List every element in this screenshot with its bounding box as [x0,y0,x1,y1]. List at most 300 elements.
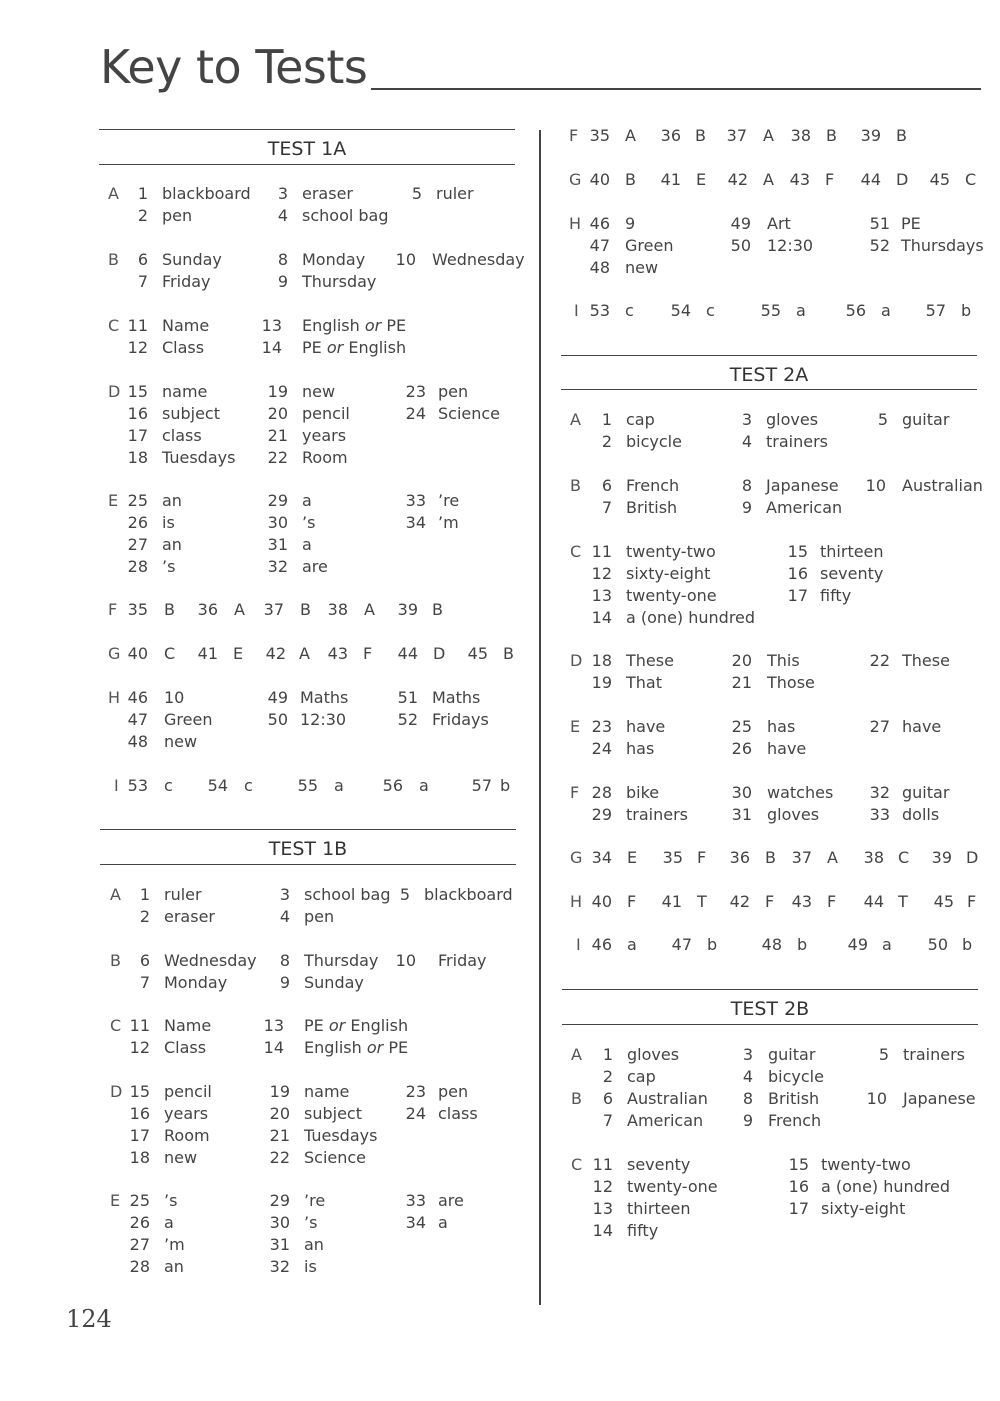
answer: a [164,1213,174,1232]
answer: a [302,535,312,554]
section-letter: I [574,301,579,320]
answer-part: English [302,316,360,335]
answer-row [560,213,980,235]
answer-row [100,775,520,797]
answer: blackboard [424,885,513,904]
answer: B [695,126,706,145]
answer: bicycle [626,432,682,451]
answer: pen [438,1082,469,1101]
answer-row [100,512,520,534]
answer: fifty [627,1221,659,1240]
answer: c [244,776,253,795]
answer: A [827,848,838,867]
item-number: 48 [127,732,148,751]
item-number: 50 [927,935,948,954]
answer: Thursdays [901,236,984,255]
answer: B [826,126,837,145]
section-letter: B [571,1089,582,1108]
item-number: 27 [127,535,148,554]
item-number: 9 [279,973,290,992]
answer: guitar [902,783,950,802]
item-number: 14 [591,608,612,627]
answer: That [626,673,662,692]
item-number: 54 [207,776,228,795]
answer: are [438,1191,464,1210]
item-number: 6 [137,250,148,269]
item-number: 16 [129,1104,150,1123]
answer-row [563,1110,983,1132]
section-letter: C [570,542,582,561]
item-number: 7 [602,1111,613,1130]
answer: class [438,1104,478,1123]
item-number: 14 [261,338,282,357]
item-number: 8 [742,1089,753,1108]
item-number: 25 [129,1191,150,1210]
section-rule-bottom [100,864,516,865]
answer: Room [302,448,348,467]
item-number: 47 [589,236,610,255]
answer: twenty-two [821,1155,911,1174]
answer-row [100,556,520,578]
item-number: 11 [127,316,148,335]
answer-row [560,125,980,147]
item-number: 3 [277,184,288,203]
answer-row [562,563,982,585]
answer: ’s [162,557,176,576]
answer: 9 [625,214,636,233]
section-rule-bottom [562,1024,978,1025]
answer: gloves [767,805,820,824]
item-number: 56 [382,776,403,795]
answer-row [563,1198,983,1220]
item-number: 32 [869,783,890,802]
item-number: 2 [139,907,150,926]
answer-row [100,1256,520,1278]
answer-row [563,1066,983,1088]
section-letter: F [570,783,580,802]
item-number: 57 [471,776,492,795]
item-number: 28 [129,1257,150,1276]
section-letter: E [110,1191,121,1210]
item-number: 55 [760,301,781,320]
item-number: 50 [267,710,288,729]
answer-row [563,1176,983,1198]
answer: has [767,717,796,736]
item-number: 30 [269,1213,290,1232]
answer: an [162,491,182,510]
item-number: 21 [269,1126,290,1145]
item-number: 10 [395,951,416,970]
answer: seventy [627,1155,691,1174]
answer: A [234,600,245,619]
answer-row [562,475,982,497]
item-number: 17 [787,586,808,605]
item-number: 16 [788,1177,809,1196]
answer-row [100,950,520,972]
answer: A [364,600,375,619]
answer: pen [304,907,335,926]
item-number: 49 [847,935,868,954]
item-number: 34 [405,513,426,532]
answer: American [766,498,843,517]
item-number: 4 [742,1067,753,1086]
answer-row [562,716,982,738]
answer-row [100,490,520,512]
answer: T [898,892,908,911]
answer: years [302,426,347,445]
section-letter: E [108,491,119,510]
answer-row [562,738,982,760]
answer: 12:30 [767,236,814,255]
answer-row [100,709,520,731]
answer: have [626,717,666,736]
item-number: 10 [865,476,886,495]
answer-row [562,782,982,804]
answer: Wednesday [164,951,257,970]
answer: a (one) hundred [821,1177,951,1196]
answer: A [625,126,636,145]
answer: F [765,892,775,911]
item-number: 56 [845,301,866,320]
answer [302,315,406,337]
item-number: 33 [405,1191,426,1210]
item-number: 7 [137,272,148,291]
answer: Science [304,1148,367,1167]
answer: F [697,848,707,867]
answer: Sunday [162,250,222,269]
item-number: 18 [127,448,148,467]
section-rule-top [562,989,978,990]
answer-row [562,607,982,629]
item-number: 13 [261,316,282,335]
answer-part: English [304,1038,362,1057]
answer: A [763,170,774,189]
title-rule [371,88,981,90]
item-number: 2 [602,1067,613,1086]
answer: pencil [302,404,350,423]
answer: D [966,848,979,867]
answer-row [562,650,982,672]
item-number: 10 [395,250,416,269]
item-number: 49 [730,214,751,233]
answer: D [433,644,446,663]
item-number: 33 [405,491,426,510]
section-letter: C [108,316,120,335]
answer: have [902,717,942,736]
answer: fifty [820,586,852,605]
answer: guitar [768,1045,816,1064]
item-number: 6 [601,476,612,495]
item-number: 24 [405,1104,426,1123]
item-number: 18 [129,1148,150,1167]
item-number: 4 [741,432,752,451]
answer: an [164,1257,184,1276]
answer-row [100,381,520,403]
section-letter: H [570,892,583,911]
answer: ’re [438,491,460,510]
answer: b [961,301,972,320]
answer: Those [767,673,815,692]
answer-row [560,235,984,257]
answer: thirteen [627,1199,691,1218]
answer: 12:30 [300,710,347,729]
answer-row [100,1234,520,1256]
answer: trainers [766,432,828,451]
item-number: 3 [279,885,290,904]
answer: Monday [302,250,366,269]
answer-connector: or [366,1038,384,1057]
item-number: 23 [405,1082,426,1101]
item-number: 52 [397,710,418,729]
answer-row [562,409,982,431]
item-number: 24 [405,404,426,423]
answer: 10 [164,688,185,707]
answer-row [563,1088,983,1110]
item-number: 22 [267,448,288,467]
answer: subject [162,404,220,423]
item-number: 54 [670,301,691,320]
answer-row [563,1044,983,1066]
answer: a (one) hundred [626,608,756,627]
item-number: 38 [863,848,884,867]
answer: twenty-one [626,586,717,605]
item-number: 44 [397,644,418,663]
answer: T [697,892,707,911]
item-number: 26 [127,513,148,532]
answer: Name [164,1016,212,1035]
item-number: 14 [263,1038,284,1057]
answer-row [563,1154,983,1176]
item-number: 31 [269,1235,290,1254]
item-number: 45 [467,644,488,663]
answer: E [233,644,244,663]
item-number: 53 [589,301,610,320]
answer: Wednesday [432,250,525,269]
item-number: 17 [127,426,148,445]
answer: Japanese [903,1089,976,1108]
answer-row [100,1037,520,1059]
item-number: 27 [869,717,890,736]
answer-row [100,643,520,665]
answer-row [562,934,982,956]
section-letter: A [108,184,119,203]
answer: a [627,935,637,954]
answer: new [302,382,336,401]
item-number: 51 [869,214,890,233]
answer: new [625,258,659,277]
answer: watches [767,783,834,802]
item-number: 26 [129,1213,150,1232]
answer: B [896,126,907,145]
answer: Japanese [766,476,839,495]
answer: an [162,535,182,554]
section-letter: C [571,1155,583,1174]
answer: dolls [902,805,940,824]
item-number: 37 [791,848,812,867]
answer: guitar [902,410,950,429]
item-number: 28 [591,783,612,802]
item-number: 35 [127,600,148,619]
item-number: 48 [589,258,610,277]
answer: a [419,776,429,795]
item-number: 40 [589,170,610,189]
item-number: 37 [263,600,284,619]
item-number: 8 [741,476,752,495]
item-number: 15 [127,382,148,401]
answer: ’m [438,513,459,532]
answer: school bag [304,885,391,904]
item-number: 34 [405,1213,426,1232]
item-number: 20 [267,404,288,423]
item-number: 1 [601,410,612,429]
answer: British [626,498,678,517]
item-number: 24 [591,739,612,758]
section-letter: B [108,250,119,269]
item-number: 43 [791,892,812,911]
answer: French [626,476,680,495]
item-number: 11 [591,542,612,561]
item-number: 2 [601,432,612,451]
answer-connector: or [364,316,382,335]
answer: B [765,848,776,867]
item-number: 44 [863,892,884,911]
answer: ruler [436,184,474,203]
answer: These [902,651,950,670]
answer: cap [627,1067,656,1086]
answer: a [796,301,806,320]
answer-row [100,403,520,425]
answer: Friday [438,951,487,970]
answer [304,1015,408,1037]
section-rule-bottom [99,164,515,165]
item-number: 27 [129,1235,150,1254]
item-number: 16 [787,564,808,583]
section-rule-top [100,829,516,830]
item-number: 20 [269,1104,290,1123]
answer: F [967,892,977,911]
answer: Monday [164,973,228,992]
answer: sixty-eight [626,564,711,583]
section-letter: D [570,651,583,670]
answer: F [363,644,373,663]
section-letter: G [108,644,121,663]
item-number: 33 [869,805,890,824]
item-number: 52 [869,236,890,255]
answer-row [562,847,982,869]
answer-row [100,315,520,337]
item-number: 36 [729,848,750,867]
section-letter: A [571,1045,582,1064]
item-number: 29 [591,805,612,824]
answer: seventy [820,564,884,583]
test-1a-heading: TEST 1A [267,138,347,160]
answer: Australian [627,1089,708,1108]
answer: B [503,644,514,663]
answer-row [100,972,520,994]
answer: sixty-eight [821,1199,906,1218]
item-number: 20 [731,651,752,670]
item-number: 42 [265,644,286,663]
answer-row [100,1125,520,1147]
answer: F [827,892,837,911]
section-letter: B [570,476,581,495]
item-number: 17 [129,1126,150,1145]
answer-row [100,1190,520,1212]
section-letter: I [576,935,581,954]
item-number: 11 [129,1016,150,1035]
item-number: 3 [741,410,752,429]
answer-row [100,599,520,621]
answer: an [304,1235,324,1254]
answer-row [562,891,982,913]
section-letter: D [110,1082,123,1101]
answer: school bag [302,206,389,225]
answer: pencil [164,1082,212,1101]
item-number: 29 [267,491,288,510]
answer-row [100,271,520,293]
item-number: 12 [592,1177,613,1196]
answer: are [302,557,328,576]
item-number: 21 [267,426,288,445]
column-divider [539,130,541,1305]
answer: Tuesdays [304,1126,378,1145]
item-number: 40 [591,892,612,911]
section-letter: C [110,1016,122,1035]
item-number: 35 [662,848,683,867]
item-number: 25 [127,491,148,510]
answer: A [299,644,310,663]
answer: ’re [304,1191,326,1210]
item-number: 55 [297,776,318,795]
item-number: 9 [742,1111,753,1130]
item-number: 35 [589,126,610,145]
answer: A [763,126,774,145]
item-number: 1 [602,1045,613,1064]
item-number: 28 [127,557,148,576]
answer: PE [901,214,921,233]
item-number: 9 [741,498,752,517]
item-number: 42 [729,892,750,911]
item-number: 25 [731,717,752,736]
item-number: 45 [933,892,954,911]
item-number: 5 [399,885,410,904]
item-number: 2 [137,206,148,225]
answer: a [334,776,344,795]
item-number: 13 [592,1199,613,1218]
item-number: 12 [129,1038,150,1057]
item-number: 30 [267,513,288,532]
item-number: 37 [726,126,747,145]
item-number: 30 [731,783,752,802]
answer: Science [438,404,501,423]
answer: gloves [766,410,819,429]
item-number: 4 [277,206,288,225]
item-number: 14 [592,1221,613,1240]
item-number: 40 [127,644,148,663]
item-number: 1 [137,184,148,203]
answer: Tuesdays [162,448,236,467]
answer: C [898,848,910,867]
item-number: 31 [267,535,288,554]
answer-row [100,906,520,928]
answer: B [432,600,443,619]
answer: is [304,1257,317,1276]
answer: E [696,170,707,189]
answer: thirteen [820,542,884,561]
answer: class [162,426,202,445]
answer-row [562,672,982,694]
answer: new [164,732,198,751]
